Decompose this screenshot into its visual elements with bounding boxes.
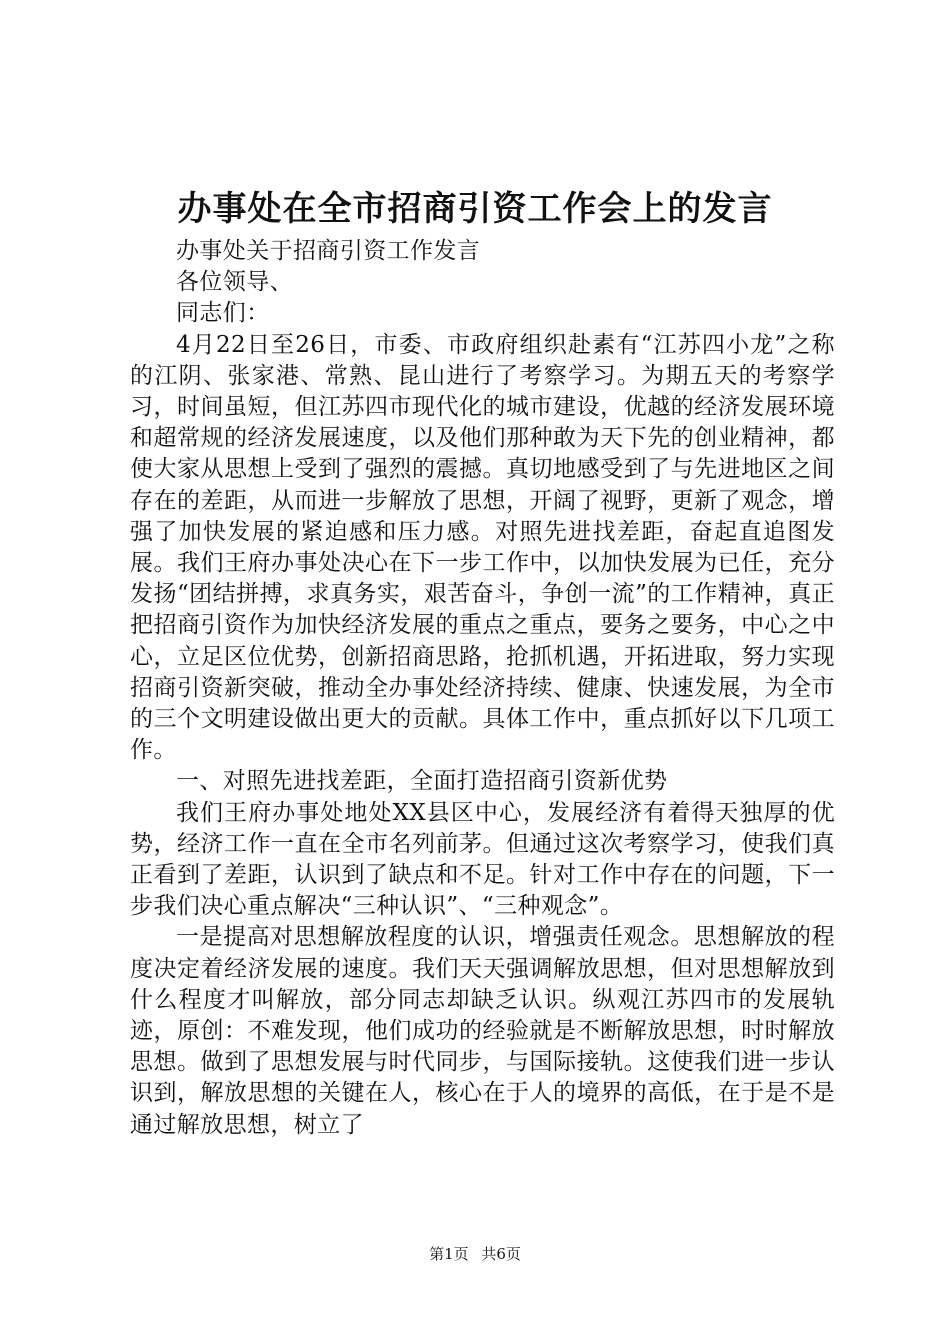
paragraph-point-1: 一是提高对思想解放程度的认识，增强责任观念。思想解放的程度决定着经济发展的速度。我们天天强调解放思想，但对思想解放到什么程度才叫解放，部分同志却缺乏认识。纵观江苏四市的发展轨迹，原创：不难发现，他们成功的经验就是不断解放思想，时时解放思想。做到了思想发展与时代同步，与国际接轨。这使我们进一步认识到，解放思想的关键在人，核心在于人的境界的高低，在于是不是通过解放思想，树立了 <box>130 924 835 1138</box>
paragraph-intro: 4月22日至26日，市委、市政府组织赴素有“江苏四小龙”之称的江阴、张家港、常熟、昆山进行了考察学习。为期五天的考察学习，时间虽短，但江苏四市现代化的城市建设，优越的经济发展环境和超常规的经济发展速度，以及他们那种敢为天下先的创业精神，都使大家从思想上受到了强烈的震撼。真切地感受到了与先进地区之间存在的差距，从而进一步解放了思想，开阔了视野，更新了观念，增强了加快发展的紧迫感和压力感。对照先进找差距，奋起直追图发展。我们王府办事处决心在下一步工作中，以加快发展为已任，充分发扬“团结拼搏，求真务实，艰苦奋斗，争创一流”的工作精神，真正把招商引资作为加快经济发展的重点之重点，要务之要务，中心之中心，立足区位优势，创新招商思路，抢抓机遇，开拓进取，努力实现招商引资新突破，推动全办事处经济持续、健康、快速发展，为全市的三个文明建设做出更大的贡献。具体工作中，重点抓好以下几项工作。 <box>130 331 835 764</box>
document-body <box>130 236 835 1141</box>
paragraph-subtitle: 办事处关于招商引资工作发言 <box>176 238 481 264</box>
paragraph-salutation-comrades: 同志们： <box>176 300 270 327</box>
page-number: 第1页 <box>429 1245 469 1263</box>
paragraph-section-1: 我们王府办事处地处XX县区中心，发展经济有着得天独厚的优势，经济工作一直在全市名列前茅。但通过这次考察学习，使我们真正看到了差距，认识到了缺点和不足。针对工作中存在的问题，下一步我们决心重点解决“三种认识”、“三种观念”。 <box>130 799 835 920</box>
page-footer <box>0 1244 950 1264</box>
section-heading-1: 一、对照先进找差距，全面打造招商引资新优势 <box>176 768 668 795</box>
document-title: 办事处在全市招商引资工作会上的发言 <box>177 189 773 229</box>
paragraph-salutation-leaders: 各位领导、 <box>176 269 293 296</box>
page-total: 共6页 <box>481 1245 521 1263</box>
